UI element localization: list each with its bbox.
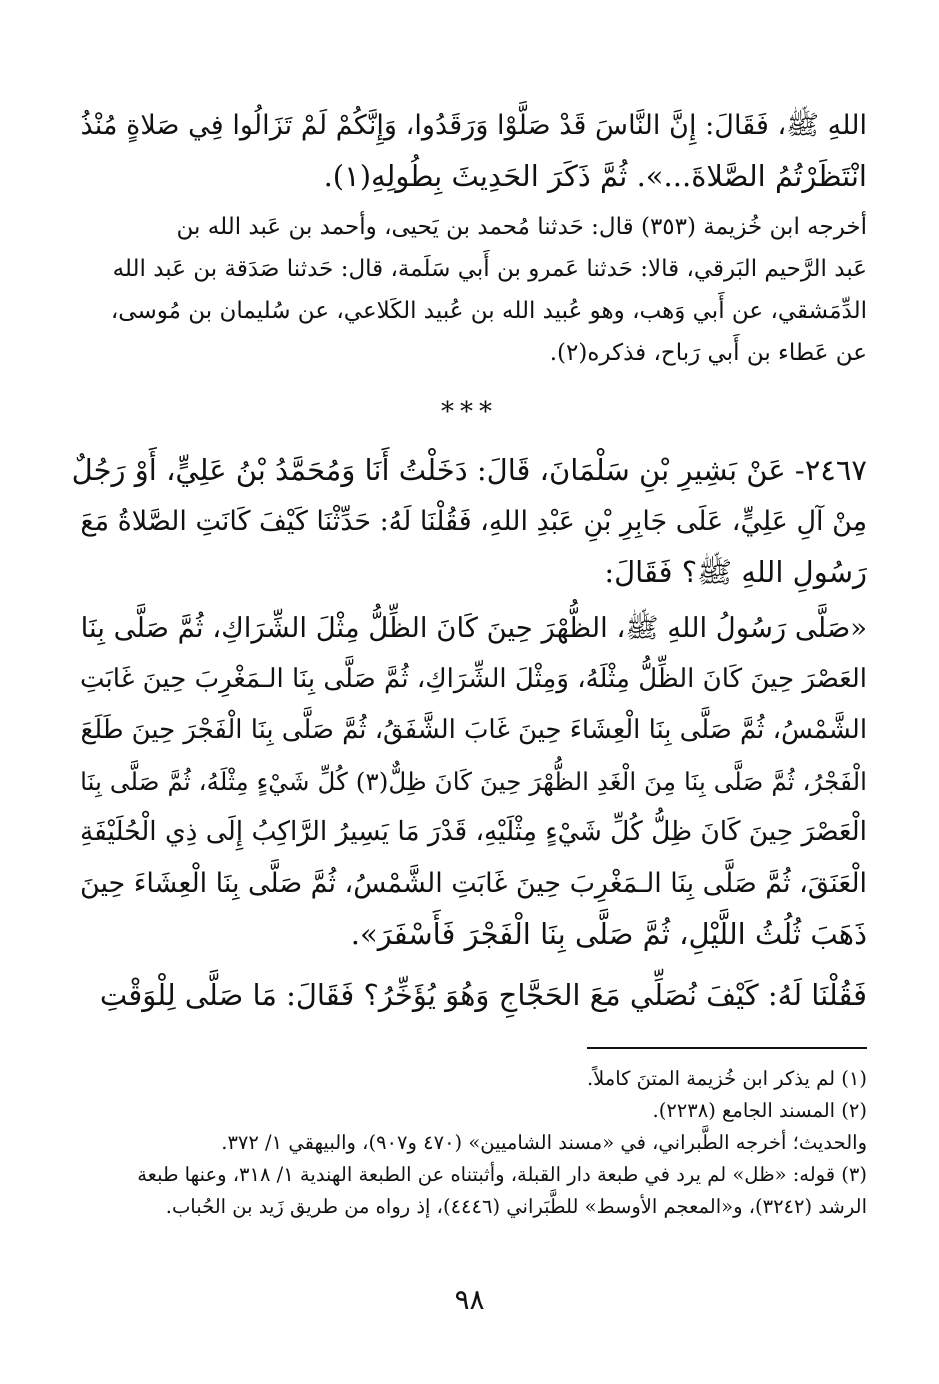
footnotes <box>72 1063 867 1223</box>
takhrij-paragraph <box>72 206 867 374</box>
footnote-line: (٣) قوله: «ظل» لم يرد في طبعة دار القبلة، وأثبتناه عن الطبعة الهندية ١/ ٣١٨، وعنها طبعة <box>137 1163 867 1186</box>
text-line: الْعَصْرَ حِينَ كَانَ ظِلُّ كُلِّ شَيْءٍ مِثْلَيْهِ، قَدْرَ مَا يَسِيرُ الرَّاكِبُ إِلَى ذِي الْحُلَيْفَةِ <box>80 817 867 847</box>
hadith-continuation-paragraph <box>72 100 867 202</box>
footnote-line: الرشد (٣٢٤٢)، و«المعجم الأوسط» للطَّبَراني (٤٤٤٦)، إذ رواه من طريق زَيد بن الحُباب. <box>165 1195 867 1218</box>
text-line: الشَّمْسُ، ثُمَّ صَلَّى بِنَا الْعِشَاءَ حِينَ غَابَ الشَّفَقُ، ثُمَّ صَلَّى بِنَا الْفَجْرَ حِينَ طَلَعَ <box>80 715 867 745</box>
section-separator: *** <box>441 397 498 427</box>
text-line: العَصْرَ حِينَ كَانَ الظِّلُّ مِثْلَهُ، وَمِثْلَ الشِّرَاكِ، ثُمَّ صَلَّى بِنَا الـمَغْرِبَ حِينَ غَابَتِ <box>79 664 867 694</box>
text-line: عَبد الرَّحيم البَرقي، قالا: حَدثنا عَمرو بن أَبي سَلَمة، قال: حَدثنا صَدَقة بن عَبد الله <box>112 256 867 282</box>
footnote-divider <box>587 1047 867 1049</box>
text-line: الدِّمَشقي، عن أَبي وَهب، وهو عُبيد الله بن عُبيد الكَلاعي، عن سُليمان بن مُوسى، <box>110 298 867 324</box>
text-line: اللهِ ﷺ، فَقَالَ: إِنَّ النَّاسَ قَدْ صَلَّوْا وَرَقَدُوا، وَإِنَّكُمْ لَمْ تَزَالُوا فِي صَلاةٍ مُنْذُ <box>80 110 867 141</box>
text-line: مِنْ آلِ عَلِيٍّ، عَلَى جَابِرِ بْنِ عَبْدِ اللهِ، فَقُلْنَا لَهُ: حَدِّثْنَا كَيْفَ كَانَتِ الصَّلاةُ مَعَ <box>80 506 867 537</box>
hadith-2467-body <box>72 603 867 960</box>
page-number: ٩٨ <box>454 1283 485 1316</box>
text-line: انْتَظَرْتُمُ الصَّلاةَ...». ثُمَّ ذَكَرَ الحَدِيثَ بِطُولِهِ(١). <box>323 159 867 193</box>
hadith-2467-intro <box>72 445 867 598</box>
footnote-line: والحديث؛ أخرجه الطَّبراني، في «مسند الشاميين» (٤٧٠ و٩٠٧)، والبيهقي ١/ ٣٧٢. <box>221 1131 867 1154</box>
text-line: ذَهَبَ ثُلُثُ اللَّيْلِ، ثُمَّ صَلَّى بِنَا الْفَجْرَ فَأَسْفَرَ». <box>350 917 867 951</box>
text-line: فَقُلْنَا لَهُ: كَيْفَ نُصَلِّي مَعَ الحَجَّاجِ وَهُوَ يُؤَخِّرُ؟ فَقَالَ: مَا صَلَّى لِلْوَقْتِ <box>99 978 867 1012</box>
text-line: أخرجه ابن خُزيمة (٣٥٣) قال: حَدثنا مُحمد بن يَحيى، وأحمد بن عَبد الله بن <box>176 214 867 240</box>
text-line: الْفَجْرُ، ثُمَّ صَلَّى بِنَا مِنَ الْغَدِ الظُّهْرَ حِينَ كَانَ ظِلٌّ(٣) كُلِّ شَيْءٍ مِثْلَهُ، ثُمَّ صَلَّى بِنَا <box>80 767 867 796</box>
text-line: ٢٤٦٧- عَنْ بَشِيرِ بْنِ سَلْمَانَ، قَالَ: دَخَلْتُ أَنَا وَمُحَمَّدُ بْنُ عَلِيٍّ، أَوْ رَجُلٌ <box>71 453 867 487</box>
footnote-line: (٢) المسند الجامع (٢٢٣٨). <box>652 1099 867 1122</box>
text-line: عن عَطاء بن أَبي رَباح، فذكره(٢). <box>549 340 867 366</box>
text-line: رَسُولِ اللهِ ﷺ؟ فَقَالَ: <box>604 555 867 589</box>
footnote-line: (١) لم يذكر ابن خُزيمة المتنَ كاملاً. <box>586 1067 867 1090</box>
hadith-2467-continuation <box>72 970 867 1021</box>
text-line: الْعَنَقَ، ثُمَّ صَلَّى بِنَا الـمَغْرِبَ حِينَ غَابَتِ الشَّمْسُ، ثُمَّ صَلَّى بِنَا الْعِشَاءَ حِينَ <box>79 868 867 899</box>
text-line: «صَلَّى رَسُولُ اللهِ ﷺ، الظُّهْرَ حِينَ كَانَ الظِّلُّ مِثْلَ الشِّرَاكِ، ثُمَّ صَلَّى بِنَا <box>80 613 867 644</box>
